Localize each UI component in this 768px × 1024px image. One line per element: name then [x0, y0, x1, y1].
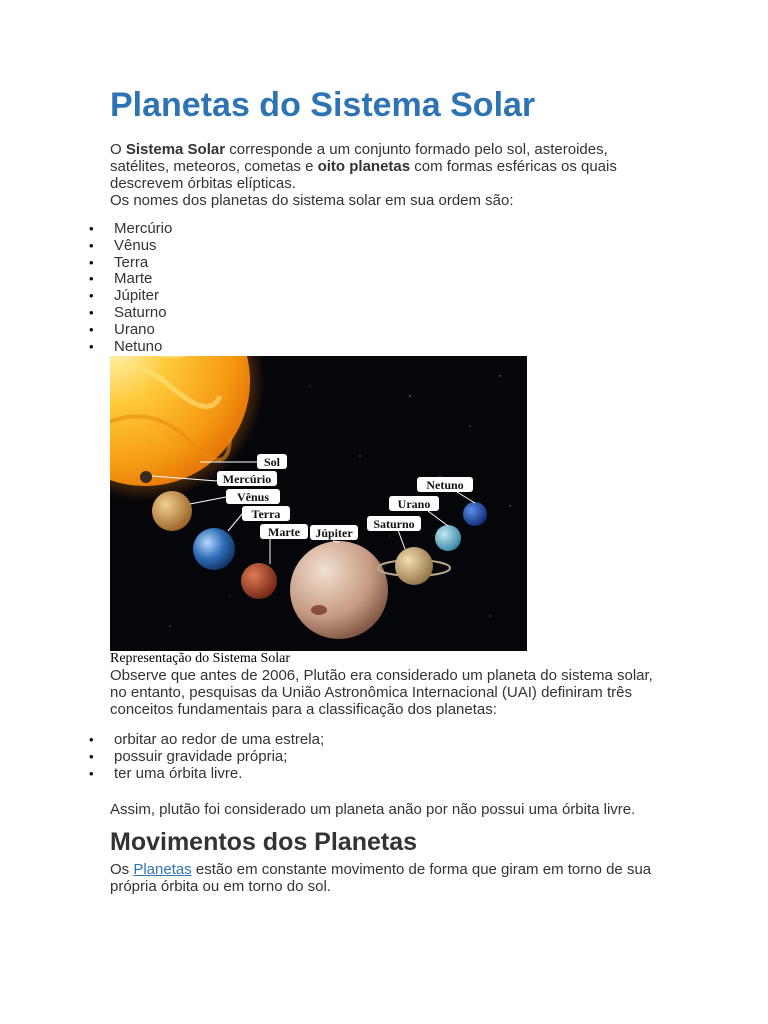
- label-urano: Urano: [397, 497, 431, 511]
- planet-list-item: • Terra: [110, 255, 172, 272]
- criteria-list-item: • ter uma órbita livre.: [110, 766, 324, 783]
- planet-list-item: • Netuno: [110, 339, 172, 356]
- mercury: [140, 471, 152, 483]
- planet-list-item: • Urano: [110, 322, 172, 339]
- label-jupiter: Júpiter: [315, 526, 353, 540]
- label-saturno: Saturno: [373, 517, 415, 531]
- pluto-paragraph: Observe que antes de 2006, Plutão era considerado um planeta do sistema solar, no entanto, pesquisas da União Astronômica Internacional (UAI) definiram três conceitos fundamentais para a classificação dos planetas:: [110, 667, 653, 718]
- intro-suffix: com formas esféricas os quais descrevem órbitas elípticas.: [110, 158, 617, 192]
- page-title: Planetas do Sistema Solar: [110, 86, 536, 124]
- earth: [193, 528, 235, 570]
- criteria-list-item: • orbitar ao redor de uma estrela;: [110, 732, 324, 749]
- uranus: [435, 525, 461, 551]
- intro-paragraph: [110, 141, 650, 192]
- planet-list-item: • Marte: [110, 271, 172, 288]
- intro-prefix: O: [110, 141, 126, 158]
- label-netuno: Netuno: [426, 478, 464, 492]
- intro-bold-sistema-solar: Sistema Solar: [125, 141, 226, 158]
- movement-suffix: estão em constante movimento de forma que giram em torno de sua própria órbita ou em torno do sol.: [110, 861, 652, 895]
- intro-mid: corresponde a um conjunto formado pelo sol, asteroides, satélites, meteoros, cometas e: [110, 141, 608, 175]
- label-venus: Vênus: [236, 490, 270, 504]
- solar-system-illustration: [110, 356, 527, 651]
- section-heading-movimentos: Movimentos dos Planetas: [110, 828, 418, 856]
- figure-caption: Representação do Sistema Solar: [110, 651, 291, 666]
- movement-paragraph: [110, 861, 655, 895]
- conclusion-paragraph: Assim, plutão foi considerado um planeta anão por não possui uma órbita livre.: [110, 801, 636, 818]
- order-intro: Os nomes dos planetas do sistema solar em sua ordem são:: [110, 192, 514, 209]
- neptune: [463, 502, 487, 526]
- criteria-list: [110, 732, 324, 782]
- planet-list-item: • Saturno: [110, 305, 172, 322]
- label-terra: Terra: [251, 507, 281, 521]
- label-marte: Marte: [268, 525, 300, 539]
- planet-list: [110, 221, 172, 355]
- intro-bold-oito-planetas: oito planetas: [317, 158, 411, 175]
- mars: [241, 563, 277, 599]
- solar-system-image: [110, 356, 527, 651]
- planet-list-item: • Mercúrio: [110, 221, 172, 238]
- movement-prefix: Os: [110, 861, 134, 878]
- label-mercurio: Mercúrio: [222, 472, 272, 486]
- label-sol: Sol: [263, 455, 281, 469]
- saturn: [395, 547, 433, 585]
- venus: [152, 491, 192, 531]
- jupiter: [290, 541, 388, 639]
- planetas-link[interactable]: Planetas: [133, 861, 192, 878]
- planet-list-item: • Vênus: [110, 238, 172, 255]
- criteria-list-item: • possuir gravidade própria;: [110, 749, 324, 766]
- planet-list-item: • Júpiter: [110, 288, 172, 305]
